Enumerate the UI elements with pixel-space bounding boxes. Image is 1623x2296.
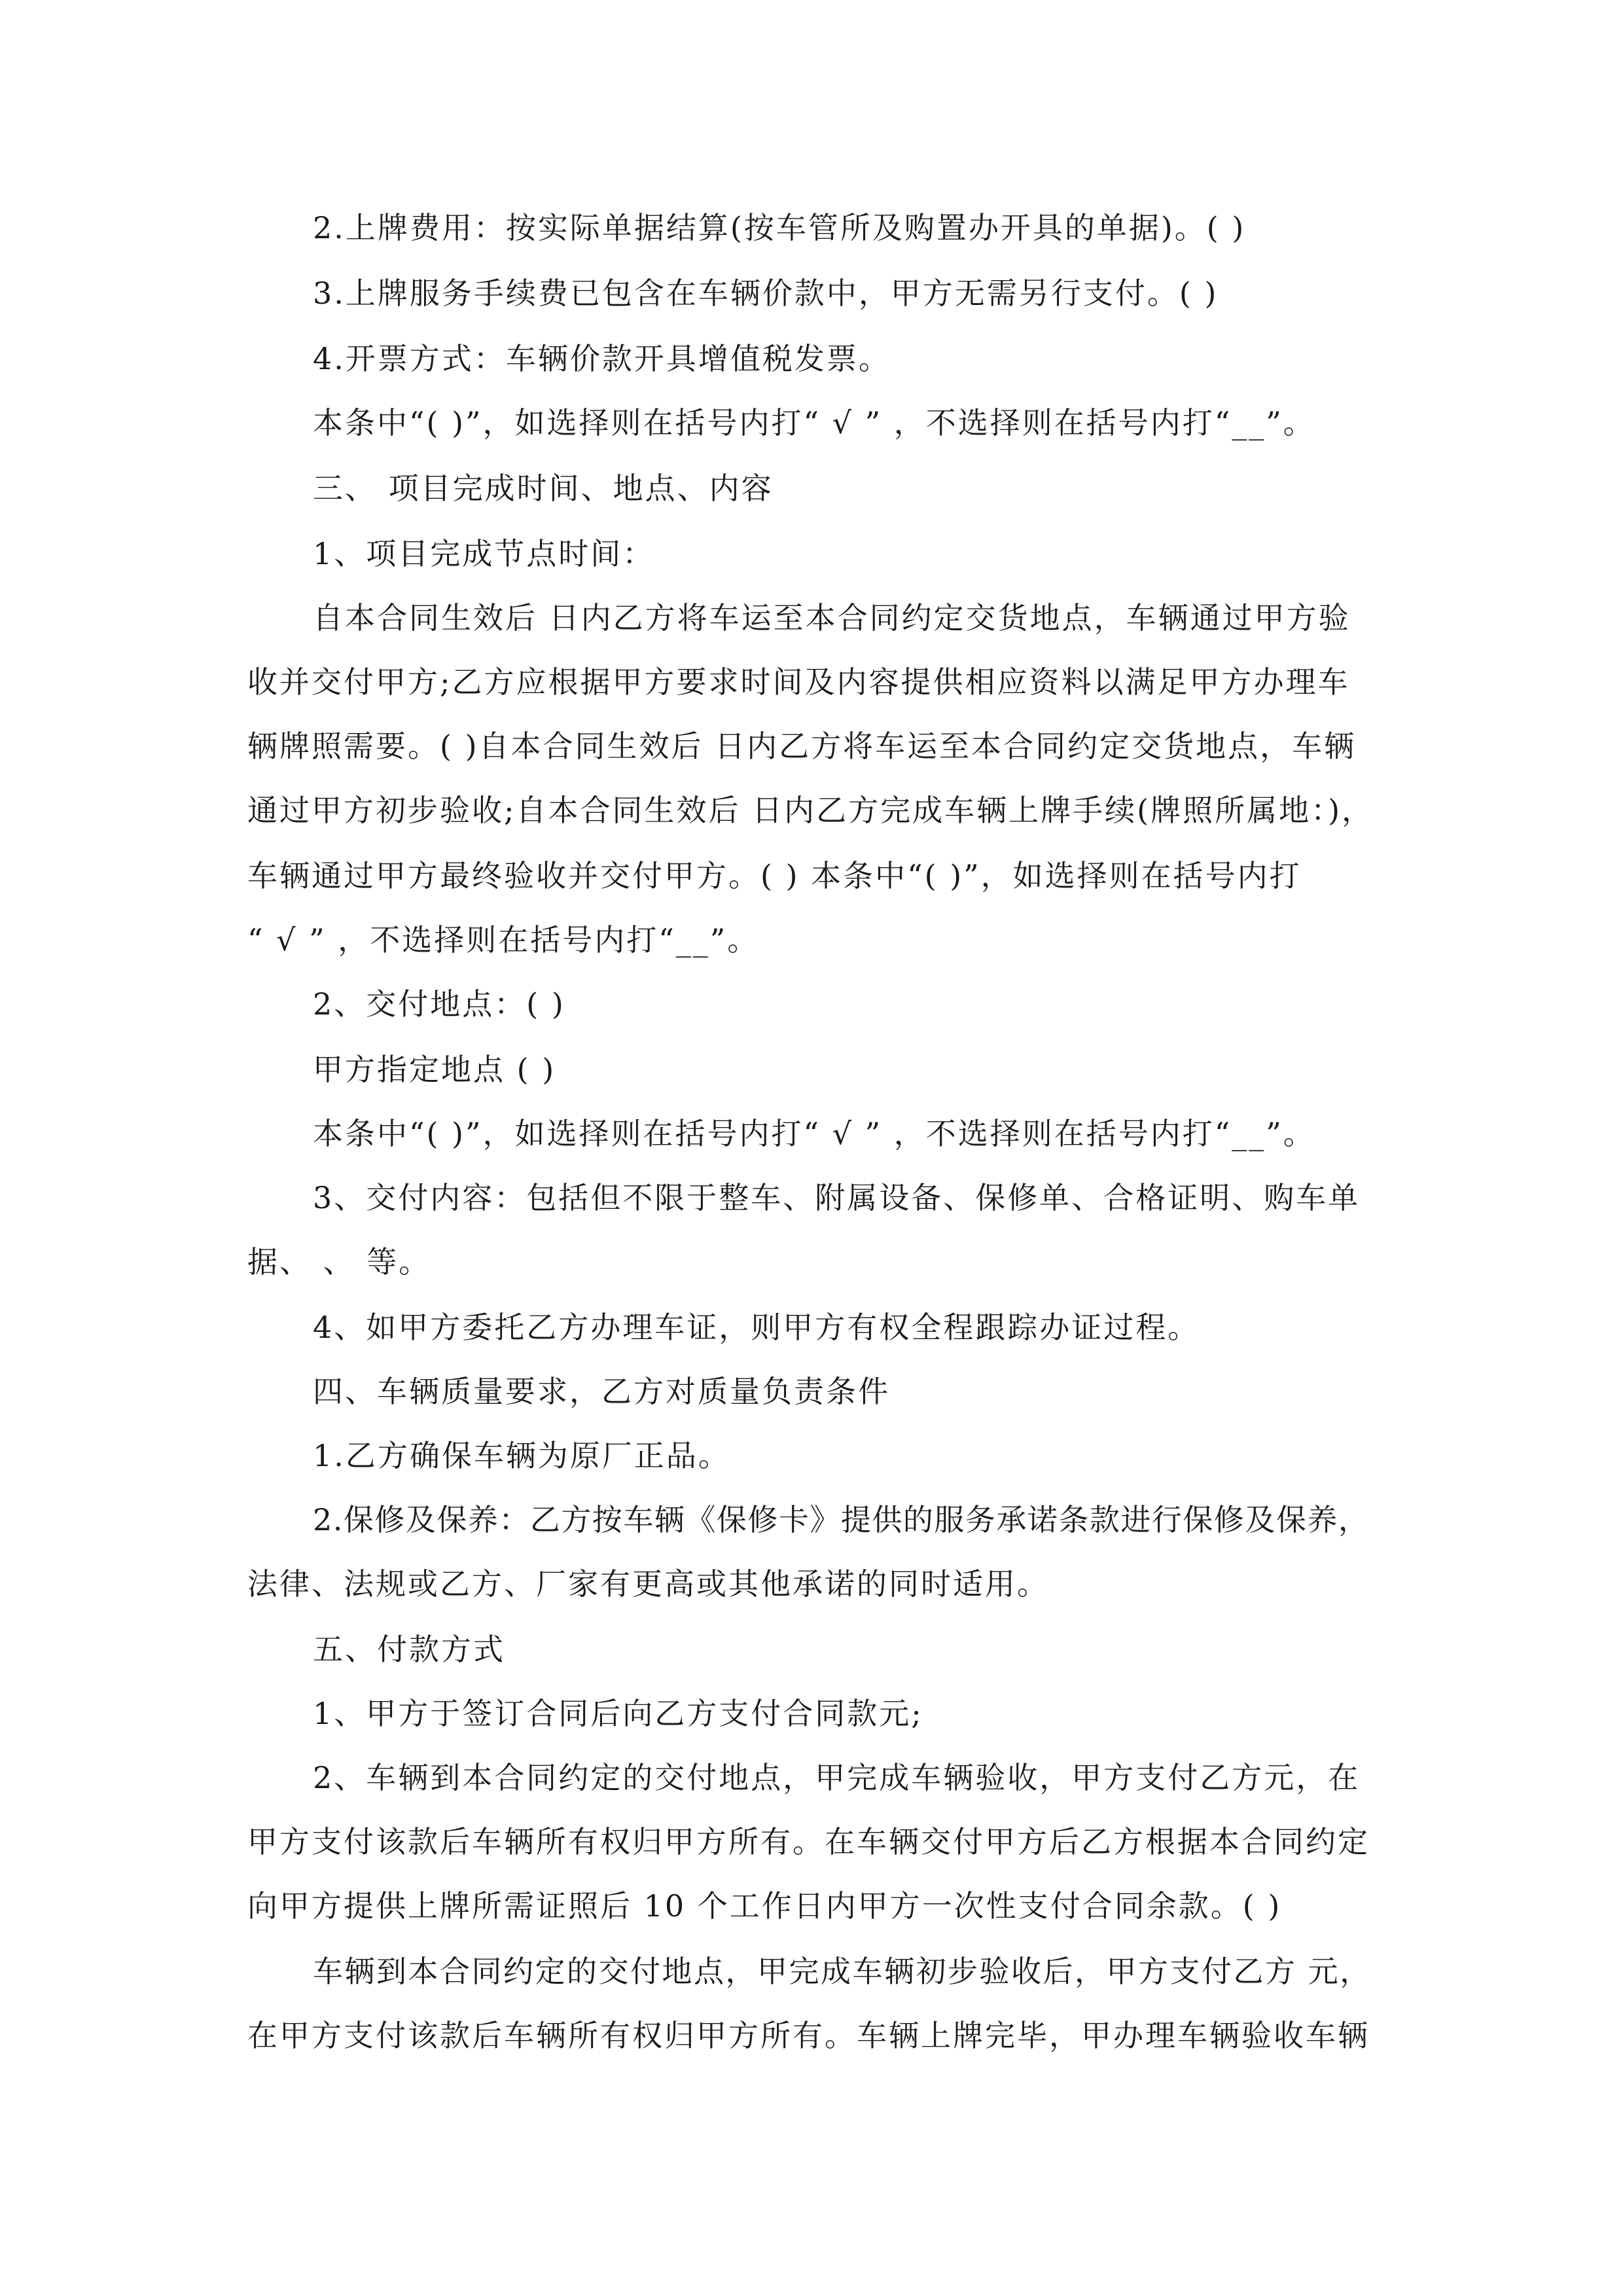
text-line: 甲方指定地点 ( ): [313, 1052, 556, 1087]
text-line: 1、项目完成节点时间：: [313, 536, 655, 571]
text-line: 本条中“( )”，如选择则在括号内打“ √ ” ，不选择则在括号内打“__”。: [313, 405, 1315, 440]
text-line: 甲方支付该款后车辆所有权归甲方所有。在车辆交付甲方后乙方根据本合同约定: [247, 1824, 1370, 1859]
text-line: 本条中“( )”，如选择则在括号内打“ √ ” ，不选择则在括号内打“__”。: [313, 1116, 1315, 1151]
text-line: 2、车辆到本合同约定的交付地点，甲完成车辆验收，甲方支付乙方元，在: [313, 1760, 1361, 1795]
section-heading: 三、 项目完成时间、地点、内容: [313, 471, 774, 506]
section-heading: 五、付款方式: [313, 1632, 505, 1667]
text-line: 据、 、 等。: [247, 1244, 431, 1280]
text-line: 1、甲方于签订合同后向乙方支付合同款元;: [313, 1696, 923, 1731]
text-line: 辆牌照需要。( )自本合同生效后 日内乙方将车运至本合同约定交货地点，车辆: [247, 728, 1357, 764]
text-line: 通过甲方初步验收;自本合同生效后 日内乙方完成车辆上牌手续(牌照所属地：)，: [247, 793, 1374, 828]
section-heading: 四、车辆质量要求，乙方对质量负责条件: [313, 1374, 890, 1409]
text-line: 4.开票方式：车辆价款开具增值税发票。: [313, 341, 891, 376]
text-line: 2.上牌费用：按实际单据结算(按车管所及购置办开具的单据)。( ): [313, 210, 1246, 245]
text-line: 3、交付内容：包括但不限于整车、附属设备、保修单、合格证明、购车单: [313, 1180, 1361, 1215]
text-line: 车辆到本合同约定的交付地点，甲完成车辆初步验收后，甲方支付乙方 元，: [313, 1954, 1372, 1989]
text-line: 2、交付地点：( ): [313, 986, 565, 1022]
text-line: 收并交付甲方;乙方应根据甲方要求时间及内容提供相应资料以满足甲方办理车: [247, 664, 1350, 700]
text-line: 向甲方提供上牌所需证照后 10 个工作日内甲方一次性支付合同余款。( ): [247, 1888, 1282, 1924]
text-line: 在甲方支付该款后车辆所有权归甲方所有。车辆上牌完毕，甲办理车辆验收车辆: [247, 2018, 1370, 2053]
text-line: 车辆通过甲方最终验收并交付甲方。( ) 本条中“( )”，如选择则在括号内打: [247, 858, 1302, 893]
text-line: 法律、法规或乙方、厂家有更高或其他承诺的同时适用。: [247, 1566, 1049, 1602]
text-line: 3.上牌服务手续费已包含在车辆价款中，甲方无需另行支付。( ): [313, 276, 1219, 311]
text-line: 2.保修及保养：乙方按车辆《保修卡》提供的服务承诺条款进行保修及保养，: [313, 1502, 1370, 1537]
text-line: 自本合同生效后 日内乙方将车运至本合同约定交货地点，车辆通过甲方验: [313, 600, 1351, 636]
text-line: 1.乙方确保车辆为原厂正品。: [313, 1438, 730, 1473]
text-line: 4、如甲方委托乙方办理车证，则甲方有权全程跟踪办证过程。: [313, 1310, 1200, 1345]
text-line: “ √ ” ，不选择则在括号内打“__”。: [247, 922, 760, 958]
